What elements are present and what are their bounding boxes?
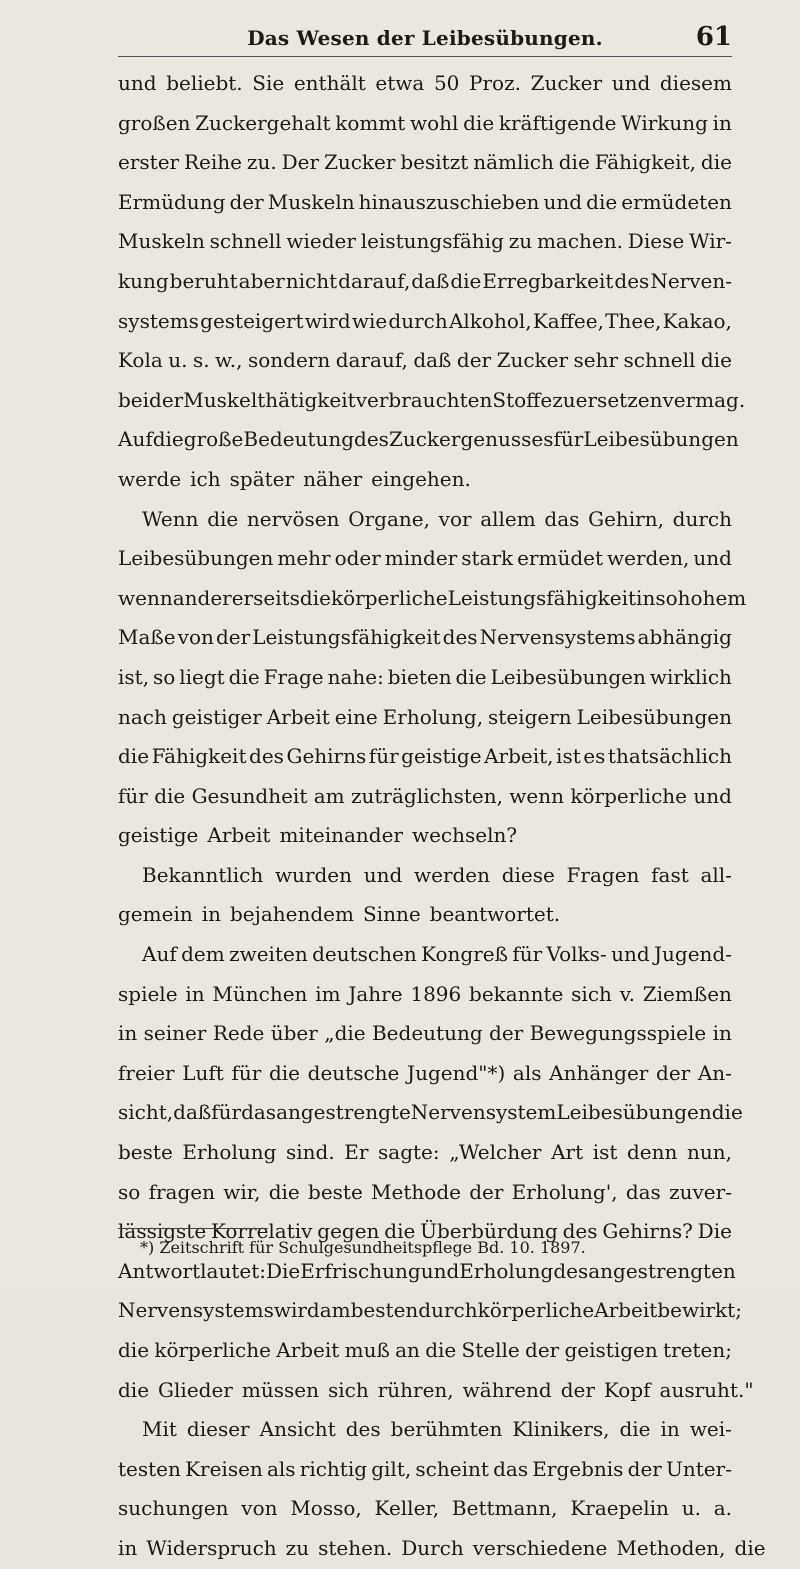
text-line: freier Luft für die deutsche Jugend"*) als Anhänger der An-: [118, 1060, 732, 1085]
text-line: die Glieder müssen sich rühren, während der Kopf ausruht.": [118, 1377, 754, 1402]
text-line: Maße von der Leistungsfähigkeit des Nervensystems abhängig: [118, 625, 732, 650]
text-line: wenn andererseits die körperliche Leistungsfähigkeit in so hohem: [118, 585, 747, 610]
text-line: Mit dieser Ansicht des berühmten Klinikers, die in wei-: [142, 1417, 732, 1442]
text-line: sicht, daß für das angestrengte Nervensystem Leibesübungen die: [118, 1100, 743, 1125]
text-line: werde ich später näher eingehen.: [118, 466, 471, 491]
text-line: nach geistiger Arbeit eine Erholung, steigern Leibesübungen: [118, 704, 732, 729]
text-line: Muskeln schnell wieder leistungsfähig zu machen. Diese Wir-: [118, 229, 732, 254]
text-line: systems gesteigert wird wie durch Alkohol, Kaffee, Thee, Kakao,: [118, 308, 732, 333]
text-line: beste Erholung sind. Er sagte: „Welcher Art ist denn nun,: [118, 1140, 732, 1165]
text-line: lässigste Korrelativ gegen die Überbürdung des Gehirns? Die: [118, 1219, 732, 1244]
running-head: [118, 22, 732, 57]
text-line: spiele in München im Jahre 1896 bekannte sich v. Ziemßen: [118, 981, 732, 1006]
page-number: 61: [695, 22, 732, 52]
text-line: Ermüdung der Muskeln hinauszuschieben und die ermüdeten: [118, 189, 732, 214]
text-line: Bekanntlich wurden und werden diese Fragen fast all-: [142, 862, 732, 887]
footnote: *) Zeitschrift für Schulgesundheitspflege Bd. 10. 1897.: [140, 1238, 586, 1257]
text-line: kung beruht aber nicht darauf, daß die Erregbarkeit des Nerven-: [118, 268, 732, 293]
text-line: Auf dem zweiten deutschen Kongreß für Volks- und Jugend-: [142, 942, 732, 967]
text-line: ist, so liegt die Frage nahe: bieten die Leibesübungen wirklich: [118, 664, 732, 689]
text-line: gemein in bejahendem Sinne beantwortet.: [118, 902, 561, 927]
text-line: und beliebt. Sie enthält etwa 50 Proz. Zucker und diesem: [118, 71, 732, 95]
body-text: [118, 64, 766, 1569]
text-line: in Widerspruch zu stehen. Durch verschiedene Methoden, die: [118, 1535, 766, 1560]
text-line: suchungen von Mosso, Keller, Bettmann, Kraepelin u. a.: [118, 1496, 732, 1521]
text-line: Auf die große Bedeutung des Zuckergenusses für Leibesübungen: [118, 427, 739, 452]
text-line: erster Reihe zu. Der Zucker besitzt nämlich die Fähigkeit, die: [118, 150, 732, 175]
text-line: großen Zuckergehalt kommt wohl die kräftigende Wirkung in: [118, 110, 732, 135]
text-line: testen Kreisen als richtig gilt, scheint das Ergebnis der Unter-: [118, 1456, 732, 1481]
footnote-rule: [118, 1228, 268, 1229]
text-line: Leibesübungen mehr oder minder stark ermüdet werden, und: [118, 546, 732, 571]
text-line: für die Gesundheit am zuträglichsten, wenn körperliche und: [118, 783, 732, 808]
text-line: Nervensystems wird am besten durch körperliche Arbeit bewirkt;: [118, 1298, 742, 1323]
text-line: die Fähigkeit des Gehirns für geistige Arbeit, ist es thatsächlich: [118, 744, 732, 769]
text-line: so fragen wir, die beste Methode der Erholung', das zuver-: [118, 1179, 732, 1204]
text-line: in seiner Rede über „die Bedeutung der Bewegungsspiele in: [118, 1021, 732, 1046]
text-line: Antwort lautet: Die Erfrischung und Erholung des angestrengten: [118, 1258, 736, 1283]
text-line: bei der Muskelthätigkeit verbrauchten Stoffe zu ersetzen vermag.: [118, 387, 746, 412]
text-line: geistige Arbeit miteinander wechseln?: [118, 823, 518, 848]
running-title: Das Wesen der Leibesübungen.: [247, 26, 603, 50]
text-line: die körperliche Arbeit muß an die Stelle der geistigen treten;: [118, 1338, 732, 1362]
text-line: Wenn die nervösen Organe, vor allem das Gehirn, durch: [142, 506, 732, 531]
text-line: Kola u. s. w., sondern darauf, daß der Zucker sehr schnell die: [118, 348, 732, 373]
